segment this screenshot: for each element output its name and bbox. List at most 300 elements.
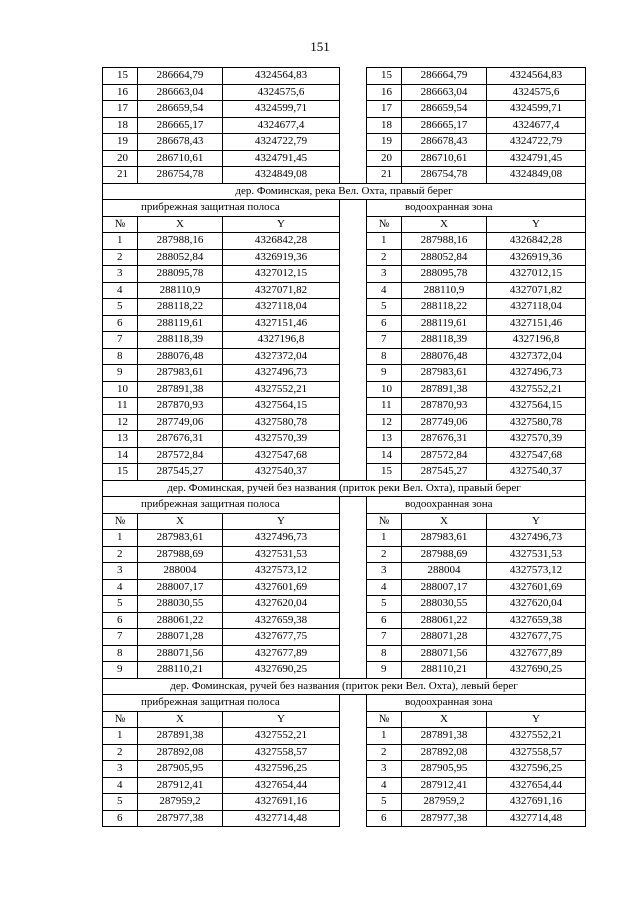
table-row	[103, 761, 586, 778]
coord-x-right: 288119,61	[402, 315, 487, 332]
table-gap-cell	[340, 315, 367, 332]
coord-y-right: 4327552,21	[487, 381, 586, 398]
table-gap-cell	[340, 497, 367, 514]
point-number-left: 10	[103, 381, 138, 398]
coord-x-left: 287891,38	[138, 728, 223, 745]
point-number-right: 5	[367, 299, 402, 316]
coord-x-right: 287572,84	[402, 447, 487, 464]
table-gap-cell	[340, 431, 367, 448]
table-row	[103, 348, 586, 365]
point-number-left: 4	[103, 282, 138, 299]
header-x-left: X	[138, 216, 223, 233]
point-number-left: 20	[103, 150, 138, 167]
coord-x-left: 286754,78	[138, 167, 223, 184]
table-row	[103, 563, 586, 580]
column-header-row	[103, 711, 586, 728]
table-row	[103, 299, 586, 316]
table-row	[103, 249, 586, 266]
point-number-left: 5	[103, 299, 138, 316]
coord-y-right: 4327496,73	[487, 530, 586, 547]
point-number-right: 21	[367, 167, 402, 184]
coord-x-left: 288110,9	[138, 282, 223, 299]
table-gap-cell	[340, 266, 367, 283]
coord-x-left: 288030,55	[138, 596, 223, 613]
table-row	[103, 315, 586, 332]
table-gap-cell	[340, 711, 367, 728]
coord-y-right: 4327690,25	[487, 662, 586, 679]
zone-label-coastal: прибрежная защитная полоса	[103, 200, 340, 217]
coord-x-left: 286710,61	[138, 150, 223, 167]
table-gap-cell	[340, 728, 367, 745]
table-row	[103, 266, 586, 283]
coordinates-table-body	[103, 68, 586, 827]
coord-y-right: 4327677,75	[487, 629, 586, 646]
zone-label-water-protection: водоохранная зона	[367, 695, 586, 712]
table-gap-cell	[340, 233, 367, 250]
coord-y-left: 4324575,6	[223, 84, 340, 101]
table-gap-cell	[340, 761, 367, 778]
coord-x-right: 287870,93	[402, 398, 487, 415]
point-number-left: 7	[103, 332, 138, 349]
coord-y-left: 4327564,15	[223, 398, 340, 415]
point-number-left: 7	[103, 629, 138, 646]
point-number-right: 13	[367, 431, 402, 448]
point-number-right: 19	[367, 134, 402, 151]
coord-y-left: 4326842,28	[223, 233, 340, 250]
coord-x-left: 288118,22	[138, 299, 223, 316]
table-row	[103, 84, 586, 101]
header-number-right: №	[367, 711, 402, 728]
coord-y-left: 4327012,15	[223, 266, 340, 283]
point-number-right: 15	[367, 464, 402, 481]
coord-y-left: 4327596,25	[223, 761, 340, 778]
coord-y-left: 4327714,48	[223, 810, 340, 827]
table-row	[103, 233, 586, 250]
point-number-left: 8	[103, 645, 138, 662]
point-number-left: 4	[103, 579, 138, 596]
table-row	[103, 414, 586, 431]
coord-y-right: 4324722,79	[487, 134, 586, 151]
table-gap-cell	[340, 612, 367, 629]
point-number-right: 8	[367, 348, 402, 365]
coord-x-left: 287891,38	[138, 381, 223, 398]
point-number-left: 6	[103, 612, 138, 629]
coord-x-right: 286665,17	[402, 117, 487, 134]
coord-x-left: 288118,39	[138, 332, 223, 349]
point-number-left: 5	[103, 794, 138, 811]
point-number-right: 3	[367, 266, 402, 283]
point-number-left: 15	[103, 68, 138, 85]
coord-x-left: 287983,61	[138, 365, 223, 382]
point-number-left: 3	[103, 266, 138, 283]
table-row	[103, 68, 586, 85]
coord-x-left: 288110,21	[138, 662, 223, 679]
coord-x-right: 287749,06	[402, 414, 487, 431]
table-row	[103, 612, 586, 629]
coord-x-right: 288076,48	[402, 348, 487, 365]
table-row	[103, 546, 586, 563]
coord-x-right: 288004	[402, 563, 487, 580]
header-x-left: X	[138, 711, 223, 728]
point-number-left: 14	[103, 447, 138, 464]
zone-label-water-protection: водоохранная зона	[367, 497, 586, 514]
table-row	[103, 150, 586, 167]
point-number-right: 11	[367, 398, 402, 415]
table-row	[103, 629, 586, 646]
table-gap-cell	[340, 134, 367, 151]
coord-y-left: 4327552,21	[223, 728, 340, 745]
coord-y-right: 4327659,38	[487, 612, 586, 629]
table-gap-cell	[340, 117, 367, 134]
point-number-left: 1	[103, 530, 138, 547]
point-number-left: 6	[103, 315, 138, 332]
table-row	[103, 744, 586, 761]
coord-x-right: 287545,27	[402, 464, 487, 481]
coord-y-left: 4327496,73	[223, 365, 340, 382]
section-title: дер. Фоминская, река Вел. Охта, правый берег	[103, 183, 586, 200]
point-number-right: 2	[367, 249, 402, 266]
table-row	[103, 398, 586, 415]
point-number-right: 6	[367, 612, 402, 629]
point-number-right: 4	[367, 579, 402, 596]
coord-y-right: 4327496,73	[487, 365, 586, 382]
coord-y-right: 4326919,36	[487, 249, 586, 266]
coord-x-left: 286663,04	[138, 84, 223, 101]
coord-x-left: 286664,79	[138, 68, 223, 85]
coord-y-right: 4327372,04	[487, 348, 586, 365]
point-number-left: 9	[103, 662, 138, 679]
zone-label-row	[103, 695, 586, 712]
table-gap-cell	[340, 810, 367, 827]
point-number-right: 1	[367, 728, 402, 745]
coord-y-left: 4327659,38	[223, 612, 340, 629]
point-number-left: 3	[103, 563, 138, 580]
coord-y-left: 4327573,12	[223, 563, 340, 580]
coord-x-left: 287870,93	[138, 398, 223, 415]
point-number-right: 16	[367, 84, 402, 101]
coord-y-right: 4324575,6	[487, 84, 586, 101]
coord-y-right: 4327596,25	[487, 761, 586, 778]
point-number-right: 3	[367, 563, 402, 580]
table-gap-cell	[340, 299, 367, 316]
section-title-row	[103, 678, 586, 695]
point-number-right: 17	[367, 101, 402, 118]
table-gap-cell	[340, 447, 367, 464]
header-number-left: №	[103, 711, 138, 728]
header-number-left: №	[103, 216, 138, 233]
coord-y-left: 4326919,36	[223, 249, 340, 266]
coord-y-left: 4327570,39	[223, 431, 340, 448]
point-number-left: 8	[103, 348, 138, 365]
coord-x-left: 286665,17	[138, 117, 223, 134]
coord-y-left: 4327196,8	[223, 332, 340, 349]
point-number-left: 1	[103, 233, 138, 250]
table-row	[103, 596, 586, 613]
coord-x-right: 288095,78	[402, 266, 487, 283]
coord-x-right: 286659,54	[402, 101, 487, 118]
zone-label-coastal: прибрежная защитная полоса	[103, 497, 340, 514]
coord-y-left: 4324599,71	[223, 101, 340, 118]
table-gap-cell	[340, 530, 367, 547]
coord-x-left: 288095,78	[138, 266, 223, 283]
table-row	[103, 810, 586, 827]
coord-y-right: 4327196,8	[487, 332, 586, 349]
coord-x-right: 287959,2	[402, 794, 487, 811]
point-number-right: 20	[367, 150, 402, 167]
coord-x-left: 288076,48	[138, 348, 223, 365]
point-number-right: 15	[367, 68, 402, 85]
table-row	[103, 134, 586, 151]
point-number-left: 19	[103, 134, 138, 151]
coord-y-left: 4327677,75	[223, 629, 340, 646]
coord-y-left: 4324722,79	[223, 134, 340, 151]
coord-y-left: 4324791,45	[223, 150, 340, 167]
table-gap-cell	[340, 563, 367, 580]
coord-x-left: 287545,27	[138, 464, 223, 481]
table-gap-cell	[340, 777, 367, 794]
coord-x-left: 287959,2	[138, 794, 223, 811]
coord-x-left: 288007,17	[138, 579, 223, 596]
coord-x-right: 286664,79	[402, 68, 487, 85]
table-row	[103, 117, 586, 134]
coord-y-left: 4327372,04	[223, 348, 340, 365]
table-gap-cell	[340, 381, 367, 398]
coord-x-right: 286678,43	[402, 134, 487, 151]
coord-y-right: 4324677,4	[487, 117, 586, 134]
section-title-row	[103, 480, 586, 497]
point-number-left: 3	[103, 761, 138, 778]
header-y-right: Y	[487, 513, 586, 530]
header-y-right: Y	[487, 711, 586, 728]
point-number-left: 18	[103, 117, 138, 134]
coord-y-right: 4324564,83	[487, 68, 586, 85]
point-number-left: 21	[103, 167, 138, 184]
point-number-right: 7	[367, 629, 402, 646]
point-number-left: 5	[103, 596, 138, 613]
point-number-right: 14	[367, 447, 402, 464]
coord-y-right: 4327580,78	[487, 414, 586, 431]
coord-y-right: 4327151,46	[487, 315, 586, 332]
coord-x-right: 286754,78	[402, 167, 487, 184]
header-y-right: Y	[487, 216, 586, 233]
header-x-right: X	[402, 513, 487, 530]
coord-y-right: 4324791,45	[487, 150, 586, 167]
coord-y-left: 4327547,68	[223, 447, 340, 464]
coord-x-right: 288030,55	[402, 596, 487, 613]
coord-y-right: 4324849,08	[487, 167, 586, 184]
coord-x-left: 287892,08	[138, 744, 223, 761]
point-number-right: 6	[367, 810, 402, 827]
coord-x-left: 287749,06	[138, 414, 223, 431]
point-number-right: 10	[367, 381, 402, 398]
coord-x-right: 288052,84	[402, 249, 487, 266]
zone-label-coastal: прибрежная защитная полоса	[103, 695, 340, 712]
point-number-left: 9	[103, 365, 138, 382]
coord-x-right: 287676,31	[402, 431, 487, 448]
table-row	[103, 332, 586, 349]
header-y-left: Y	[223, 711, 340, 728]
point-number-right: 1	[367, 530, 402, 547]
coord-y-right: 4327558,57	[487, 744, 586, 761]
section-title: дер. Фоминская, ручей без названия (приток реки Вел. Охта), левый берег	[103, 678, 586, 695]
coord-y-right: 4327540,37	[487, 464, 586, 481]
point-number-left: 12	[103, 414, 138, 431]
coord-y-left: 4327540,37	[223, 464, 340, 481]
table-gap-cell	[340, 596, 367, 613]
table-row	[103, 579, 586, 596]
coord-x-left: 288052,84	[138, 249, 223, 266]
column-header-row	[103, 216, 586, 233]
coord-x-right: 288110,9	[402, 282, 487, 299]
coord-x-left: 287905,95	[138, 761, 223, 778]
point-number-right: 3	[367, 761, 402, 778]
coord-y-left: 4324564,83	[223, 68, 340, 85]
table-gap-cell	[340, 332, 367, 349]
table-gap-cell	[340, 695, 367, 712]
table-row	[103, 101, 586, 118]
coord-x-right: 287891,38	[402, 728, 487, 745]
coord-y-left: 4324677,4	[223, 117, 340, 134]
coord-x-left: 286678,43	[138, 134, 223, 151]
point-number-left: 2	[103, 744, 138, 761]
coord-x-right: 288118,22	[402, 299, 487, 316]
point-number-right: 8	[367, 645, 402, 662]
table-gap-cell	[340, 513, 367, 530]
coord-y-left: 4327690,25	[223, 662, 340, 679]
table-row	[103, 662, 586, 679]
point-number-right: 12	[367, 414, 402, 431]
coord-y-right: 4327654,44	[487, 777, 586, 794]
coord-y-right: 4327564,15	[487, 398, 586, 415]
coord-y-left: 4327552,21	[223, 381, 340, 398]
point-number-left: 16	[103, 84, 138, 101]
coord-x-left: 287983,61	[138, 530, 223, 547]
table-row	[103, 167, 586, 184]
coord-y-right: 4324599,71	[487, 101, 586, 118]
table-row	[103, 381, 586, 398]
coord-x-left: 288071,56	[138, 645, 223, 662]
coord-y-right: 4327601,69	[487, 579, 586, 596]
header-number-right: №	[367, 513, 402, 530]
point-number-left: 2	[103, 546, 138, 563]
coord-x-right: 287892,08	[402, 744, 487, 761]
table-gap-cell	[340, 365, 367, 382]
table-gap-cell	[340, 662, 367, 679]
point-number-right: 9	[367, 365, 402, 382]
point-number-left: 4	[103, 777, 138, 794]
coord-x-right: 287905,95	[402, 761, 487, 778]
header-x-left: X	[138, 513, 223, 530]
coord-y-right: 4327531,53	[487, 546, 586, 563]
table-gap-cell	[340, 84, 367, 101]
point-number-left: 1	[103, 728, 138, 745]
header-number-right: №	[367, 216, 402, 233]
coord-y-left: 4327531,53	[223, 546, 340, 563]
section-title: дер. Фоминская, ручей без названия (приток реки Вел. Охта), правый берег	[103, 480, 586, 497]
table-gap-cell	[340, 200, 367, 217]
coord-x-left: 287676,31	[138, 431, 223, 448]
table-gap-cell	[340, 645, 367, 662]
table-row	[103, 728, 586, 745]
table-gap-cell	[340, 68, 367, 85]
coord-x-right: 287891,38	[402, 381, 487, 398]
coord-y-right: 4326842,28	[487, 233, 586, 250]
coord-x-right: 288061,22	[402, 612, 487, 629]
point-number-right: 4	[367, 777, 402, 794]
coord-y-right: 4327570,39	[487, 431, 586, 448]
coord-y-left: 4327151,46	[223, 315, 340, 332]
table-gap-cell	[340, 414, 367, 431]
table-row	[103, 365, 586, 382]
header-y-left: Y	[223, 216, 340, 233]
coord-x-left: 288004	[138, 563, 223, 580]
coord-x-left: 288071,28	[138, 629, 223, 646]
zone-label-row	[103, 200, 586, 217]
point-number-left: 6	[103, 810, 138, 827]
point-number-left: 17	[103, 101, 138, 118]
point-number-right: 7	[367, 332, 402, 349]
coord-x-right: 288110,21	[402, 662, 487, 679]
coord-x-right: 287983,61	[402, 530, 487, 547]
coord-y-right: 4327620,04	[487, 596, 586, 613]
coord-y-right: 4327547,68	[487, 447, 586, 464]
table-row	[103, 431, 586, 448]
header-y-left: Y	[223, 513, 340, 530]
coord-x-right: 287977,38	[402, 810, 487, 827]
table-row	[103, 447, 586, 464]
table-gap-cell	[340, 249, 367, 266]
coord-y-right: 4327714,48	[487, 810, 586, 827]
coord-x-right: 287988,69	[402, 546, 487, 563]
table-row	[103, 645, 586, 662]
coord-y-right: 4327552,21	[487, 728, 586, 745]
point-number-right: 9	[367, 662, 402, 679]
coord-x-left: 286659,54	[138, 101, 223, 118]
coord-y-left: 4327691,16	[223, 794, 340, 811]
coord-y-left: 4327654,44	[223, 777, 340, 794]
coord-y-left: 4327677,89	[223, 645, 340, 662]
coord-x-right: 287912,41	[402, 777, 487, 794]
table-gap-cell	[340, 744, 367, 761]
coord-x-left: 287572,84	[138, 447, 223, 464]
coord-y-left: 4327118,04	[223, 299, 340, 316]
table-gap-cell	[340, 794, 367, 811]
header-number-left: №	[103, 513, 138, 530]
table-gap-cell	[340, 216, 367, 233]
table-gap-cell	[340, 282, 367, 299]
section-title-row	[103, 183, 586, 200]
coord-x-left: 287977,38	[138, 810, 223, 827]
coordinates-table	[102, 67, 586, 827]
coord-y-left: 4327620,04	[223, 596, 340, 613]
coord-x-right: 288071,56	[402, 645, 487, 662]
coord-x-left: 288119,61	[138, 315, 223, 332]
coord-x-right: 288007,17	[402, 579, 487, 596]
header-x-right: X	[402, 216, 487, 233]
coord-x-left: 287988,16	[138, 233, 223, 250]
table-row	[103, 464, 586, 481]
point-number-left: 13	[103, 431, 138, 448]
table-gap-cell	[340, 398, 367, 415]
point-number-right: 2	[367, 744, 402, 761]
point-number-right: 5	[367, 596, 402, 613]
point-number-right: 1	[367, 233, 402, 250]
point-number-left: 2	[103, 249, 138, 266]
header-x-right: X	[402, 711, 487, 728]
coord-y-left: 4327496,73	[223, 530, 340, 547]
point-number-right: 2	[367, 546, 402, 563]
coord-x-left: 287988,69	[138, 546, 223, 563]
